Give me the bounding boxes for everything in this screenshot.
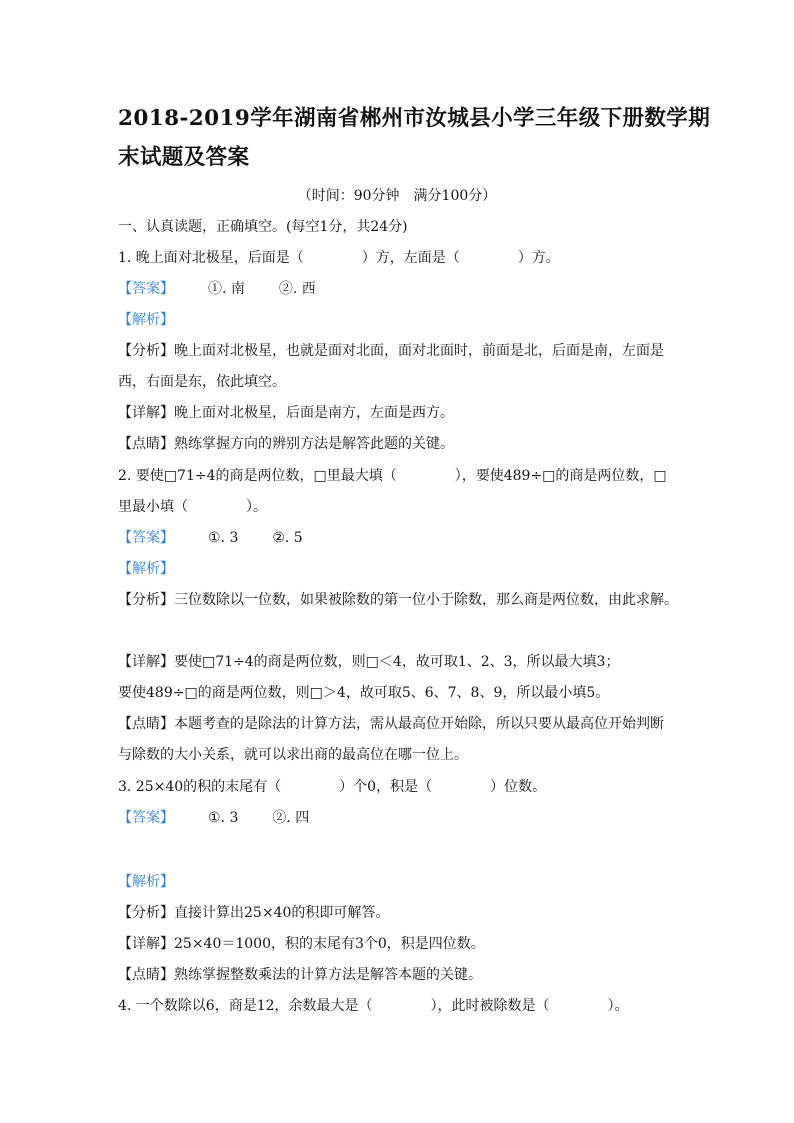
question-2-part-b: ），要使489÷□的商是两位数，□ (454, 468, 667, 484)
question-2-xiangjie-line-1 (118, 652, 619, 672)
question-1-xiangjie (118, 403, 454, 423)
question-4-part-a: 4. 一个数除以6，商是12，余数最大是（ (118, 998, 373, 1014)
question-3-part-c: ）位数。 (490, 779, 547, 795)
question-2-part-d: ）。 (246, 499, 267, 515)
question-4 (118, 996, 629, 1016)
question-2-answer (118, 528, 303, 548)
xiangjie-text: 要使□71÷4的商是两位数，则□＜4，故可取1、2、3，所以最大填3； (174, 654, 620, 670)
question-2-xiangjie-line-2: 要使489÷□的商是两位数，则□＞4，故可取5、6、7、8、9，所以最小填5。 (118, 685, 610, 701)
answer-value: ①. 3 (208, 530, 239, 546)
question-2-jiexi (118, 559, 174, 579)
question-1-jiexi (118, 310, 174, 330)
answer-tag: 【答案】 (118, 810, 174, 826)
document-title-line-2: 末试题及答案 (118, 145, 250, 170)
answer-value: ①. 南 (208, 281, 245, 297)
question-2-part-a: 2. 要使□71÷4的商是两位数，□里最大填（ (118, 468, 397, 484)
section-heading-fill-blank: 一、认真读题，正确填空。(每空1分，共24分) (118, 219, 408, 235)
question-1-fenxi-line-2: 西，右面是东，依此填空。 (118, 374, 286, 390)
fenxi-tag: 【分析】 (118, 343, 174, 359)
xiangjie-text: 晚上面对北极星，后面是南方，左面是西方。 (174, 405, 454, 421)
fenxi-text: 三位数除以一位数，如果被除数的第一位小于除数，那么商是两位数，由此求解。 (174, 592, 678, 608)
question-3-part-b: ）个0，积是（ (339, 779, 433, 795)
dianjing-text: 熟练掌握方向的辨别方法是解答此题的关键。 (174, 436, 454, 452)
document-title-line-1: 2018-2019学年湖南省郴州市汝城县小学三年级下册数学期 (118, 106, 711, 131)
question-1-part-b: ）方，左面是（ (361, 250, 460, 266)
dianjing-text: 熟练掌握整数乘法的计算方法是解答本题的关键。 (174, 967, 482, 983)
fenxi-text: 直接计算出25×40的积即可解答。 (174, 905, 390, 921)
question-2-fenxi (118, 590, 678, 610)
answer-value: ②. 西 (278, 281, 316, 297)
dianjing-tag: 【点睛】 (118, 967, 174, 983)
dianjing-tag: 【点睛】 (118, 716, 174, 732)
question-1-part-a: 1. 晚上面对北极星，后面是（ (118, 250, 304, 266)
question-3-answer (118, 808, 309, 828)
exam-time-score: （时间：90分钟 满分100分） (297, 188, 497, 204)
fenxi-tag: 【分析】 (118, 905, 174, 921)
jiexi-tag: 【解析】 (118, 561, 174, 577)
answer-value: ②. 5 (272, 530, 303, 546)
question-4-part-c: ）。 (607, 998, 629, 1014)
xiangjie-text: 25×40＝1000，积的末尾有3个0，积是四位数。 (174, 936, 485, 952)
question-3 (118, 777, 546, 797)
question-2-line-2 (118, 497, 267, 517)
question-1 (118, 248, 560, 268)
question-1-part-c: ）方。 (517, 250, 560, 266)
question-3-fenxi (118, 903, 389, 923)
dianjing-tag: 【点睛】 (118, 436, 174, 452)
question-2-dianjing-line-2: 与除数的大小关系，就可以求出商的最高位在哪一位上。 (118, 747, 468, 763)
question-1-fenxi-line-1 (118, 341, 664, 361)
xiangjie-tag: 【详解】 (118, 654, 174, 670)
answer-tag: 【答案】 (118, 281, 174, 297)
question-2-line-1 (118, 466, 667, 486)
question-2-part-c: 里最小填（ (118, 499, 188, 515)
dianjing-text: 本题考查的是除法的计算方法，需从最高位开始除，所以只要从最高位开始判断 (174, 716, 664, 732)
question-3-dianjing (118, 965, 482, 985)
answer-value: ②. 四 (272, 810, 310, 826)
question-4-part-b: ），此时被除数是（ (430, 998, 550, 1014)
xiangjie-tag: 【详解】 (118, 405, 174, 421)
question-3-jiexi (118, 872, 174, 892)
question-3-part-a: 3. 25×40的积的末尾有（ (118, 779, 282, 795)
question-3-xiangjie (118, 934, 485, 954)
fenxi-tag: 【分析】 (118, 592, 174, 608)
jiexi-tag: 【解析】 (118, 874, 174, 890)
question-1-dianjing (118, 434, 454, 454)
answer-tag: 【答案】 (118, 530, 174, 546)
answer-value: ①. 3 (208, 810, 239, 826)
question-1-answer (118, 279, 316, 299)
fenxi-text: 晚上面对北极星，也就是面对北面，面对北面时，前面是北，后面是南，左面是 (174, 343, 664, 359)
jiexi-tag: 【解析】 (118, 312, 174, 328)
xiangjie-tag: 【详解】 (118, 936, 174, 952)
question-2-dianjing-line-1 (118, 714, 664, 734)
